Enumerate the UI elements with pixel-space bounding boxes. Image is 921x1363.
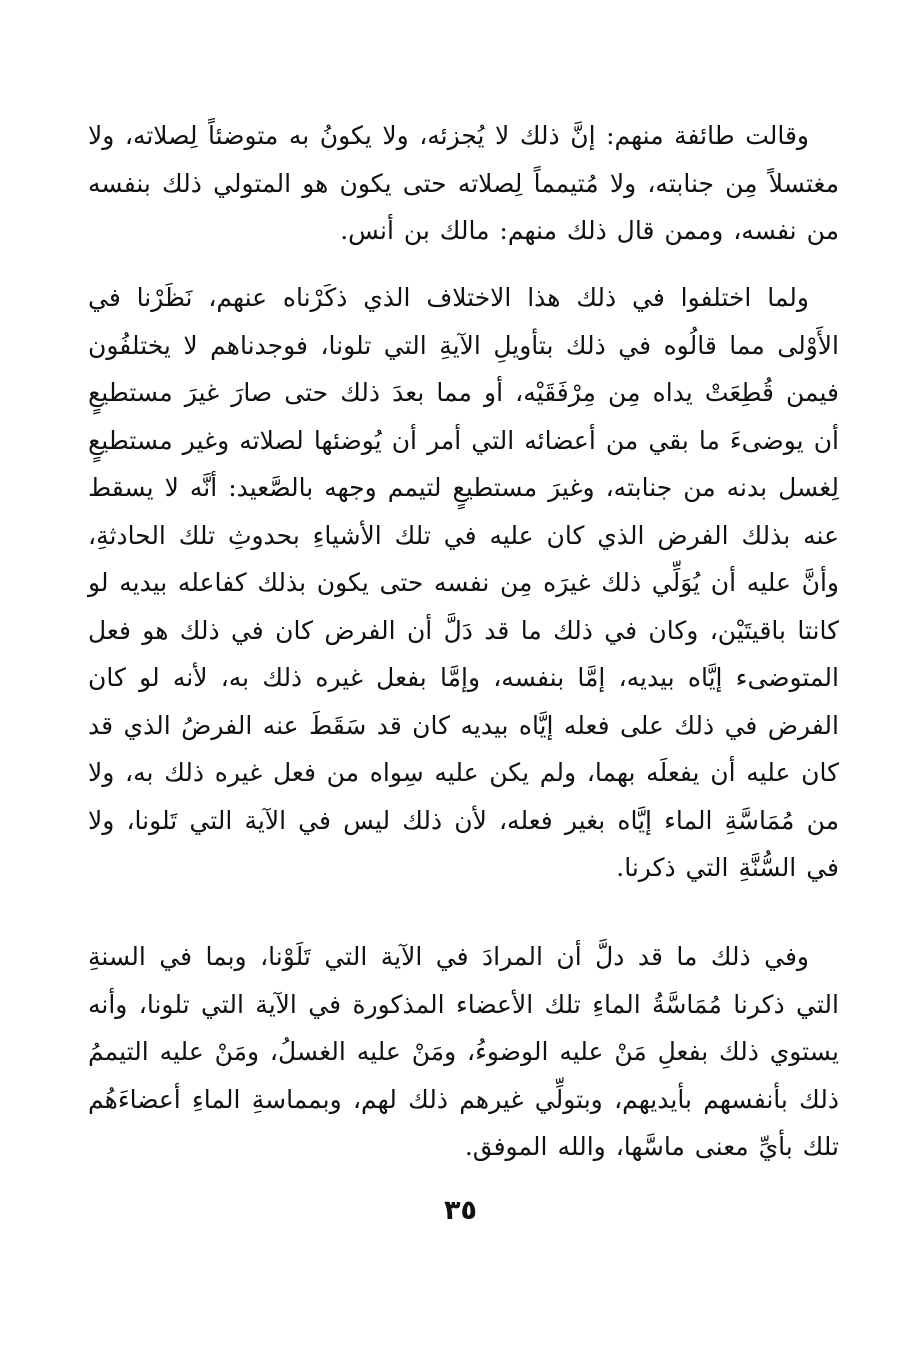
paragraph-2 bbox=[88, 274, 839, 892]
paragraph-1 bbox=[88, 112, 839, 255]
paragraph-1-text: وقالت طائفة منهم: إنَّ ذلك لا يُجزئه، ولا يكونُ به متوضئاً لِصلاته، ولا مغتسلاً مِن جنابته، ولا مُتيمماً لِصلاته حتى يكون هو المتولي ذلك بنفسه من نفسه، وممن قال ذلك منهم: مالك بن أنس. bbox=[88, 121, 839, 245]
paragraph-2-text: ولما اختلفوا في ذلك هذا الاختلاف الذي ذكَرْناه عنهم، نَظَرْنا في الأَوْلى مما قالُوه في ذلك بتأويلِ الآيةِ التي تلونا، فوجدناهم لا يختلفُون فيمن قُطِعَتْ يداه مِن مِرْفَقَيْه، أو مما بعدَ ذلك حتى صارَ غيرَ مستطيعٍ أن يوضىءَ ما بقي من أعضائه التي أمر أن يُوضئها لصلاته وغير مستطيعٍ لِغسل بدنه من جنابته، وغيرَ مستطيعٍ لتيمم وجهه بالصَّعيد: أنَّه لا يسقط عنه بذلك الفرض الذي كان عليه في تلك الأشياءِ بحدوثِ تلك الحادثةِ، وأنَّ عليه أن يُوَلِّي ذلك غيرَه مِن نفسه حتى يكون بذلك كفاعله بيديه لو كانتا باقيتَيْن، وكان في ذلك ما قد دَلَّ أن الفرض كان في ذلك هو فعل المتوضىء إيَّاه بيديه، إمَّا بنفسه، وإمَّا بفعل غيره ذلك به، لأنه لو كان الفرض في ذلك على فعله إيَّاه بيديه كان قد سَقَطَ عنه الفرضُ الذي قد كان عليه أن يفعلَه بهما، ولم يكن عليه سِواه من فعل غيره ذلك به، ولا من مُمَاسَّةِ الماء إيَّاه بغير فعله، لأن ذلك ليس في الآية التي تَلونا، ولا في السُّنَّةِ التي ذكرنا. bbox=[88, 283, 839, 882]
page-number: ٣٥ bbox=[444, 1195, 477, 1226]
paragraph-3-text: وفي ذلك ما قد دلَّ أن المرادَ في الآية التي تَلَوْنا، وبما في السنةِ التي ذكرنا مُمَاسَّةُ الماءِ تلك الأعضاء المذكورة في الآية التي تلونا، وأنه يستوي ذلك بفعلِ مَنْ عليه الوضوءُ، ومَنْ عليه الغسلُ، ومَنْ عليه التيممُ ذلك بأنفسهم بأيديهم، وبتولِّي غيرهم ذلك لهم، وبمماسةِ الماءِ أعضاءَهُم تلك بأيِّ معنى ماسَّها، والله الموفق. bbox=[88, 942, 840, 1161]
paragraph-3 bbox=[88, 933, 839, 1171]
